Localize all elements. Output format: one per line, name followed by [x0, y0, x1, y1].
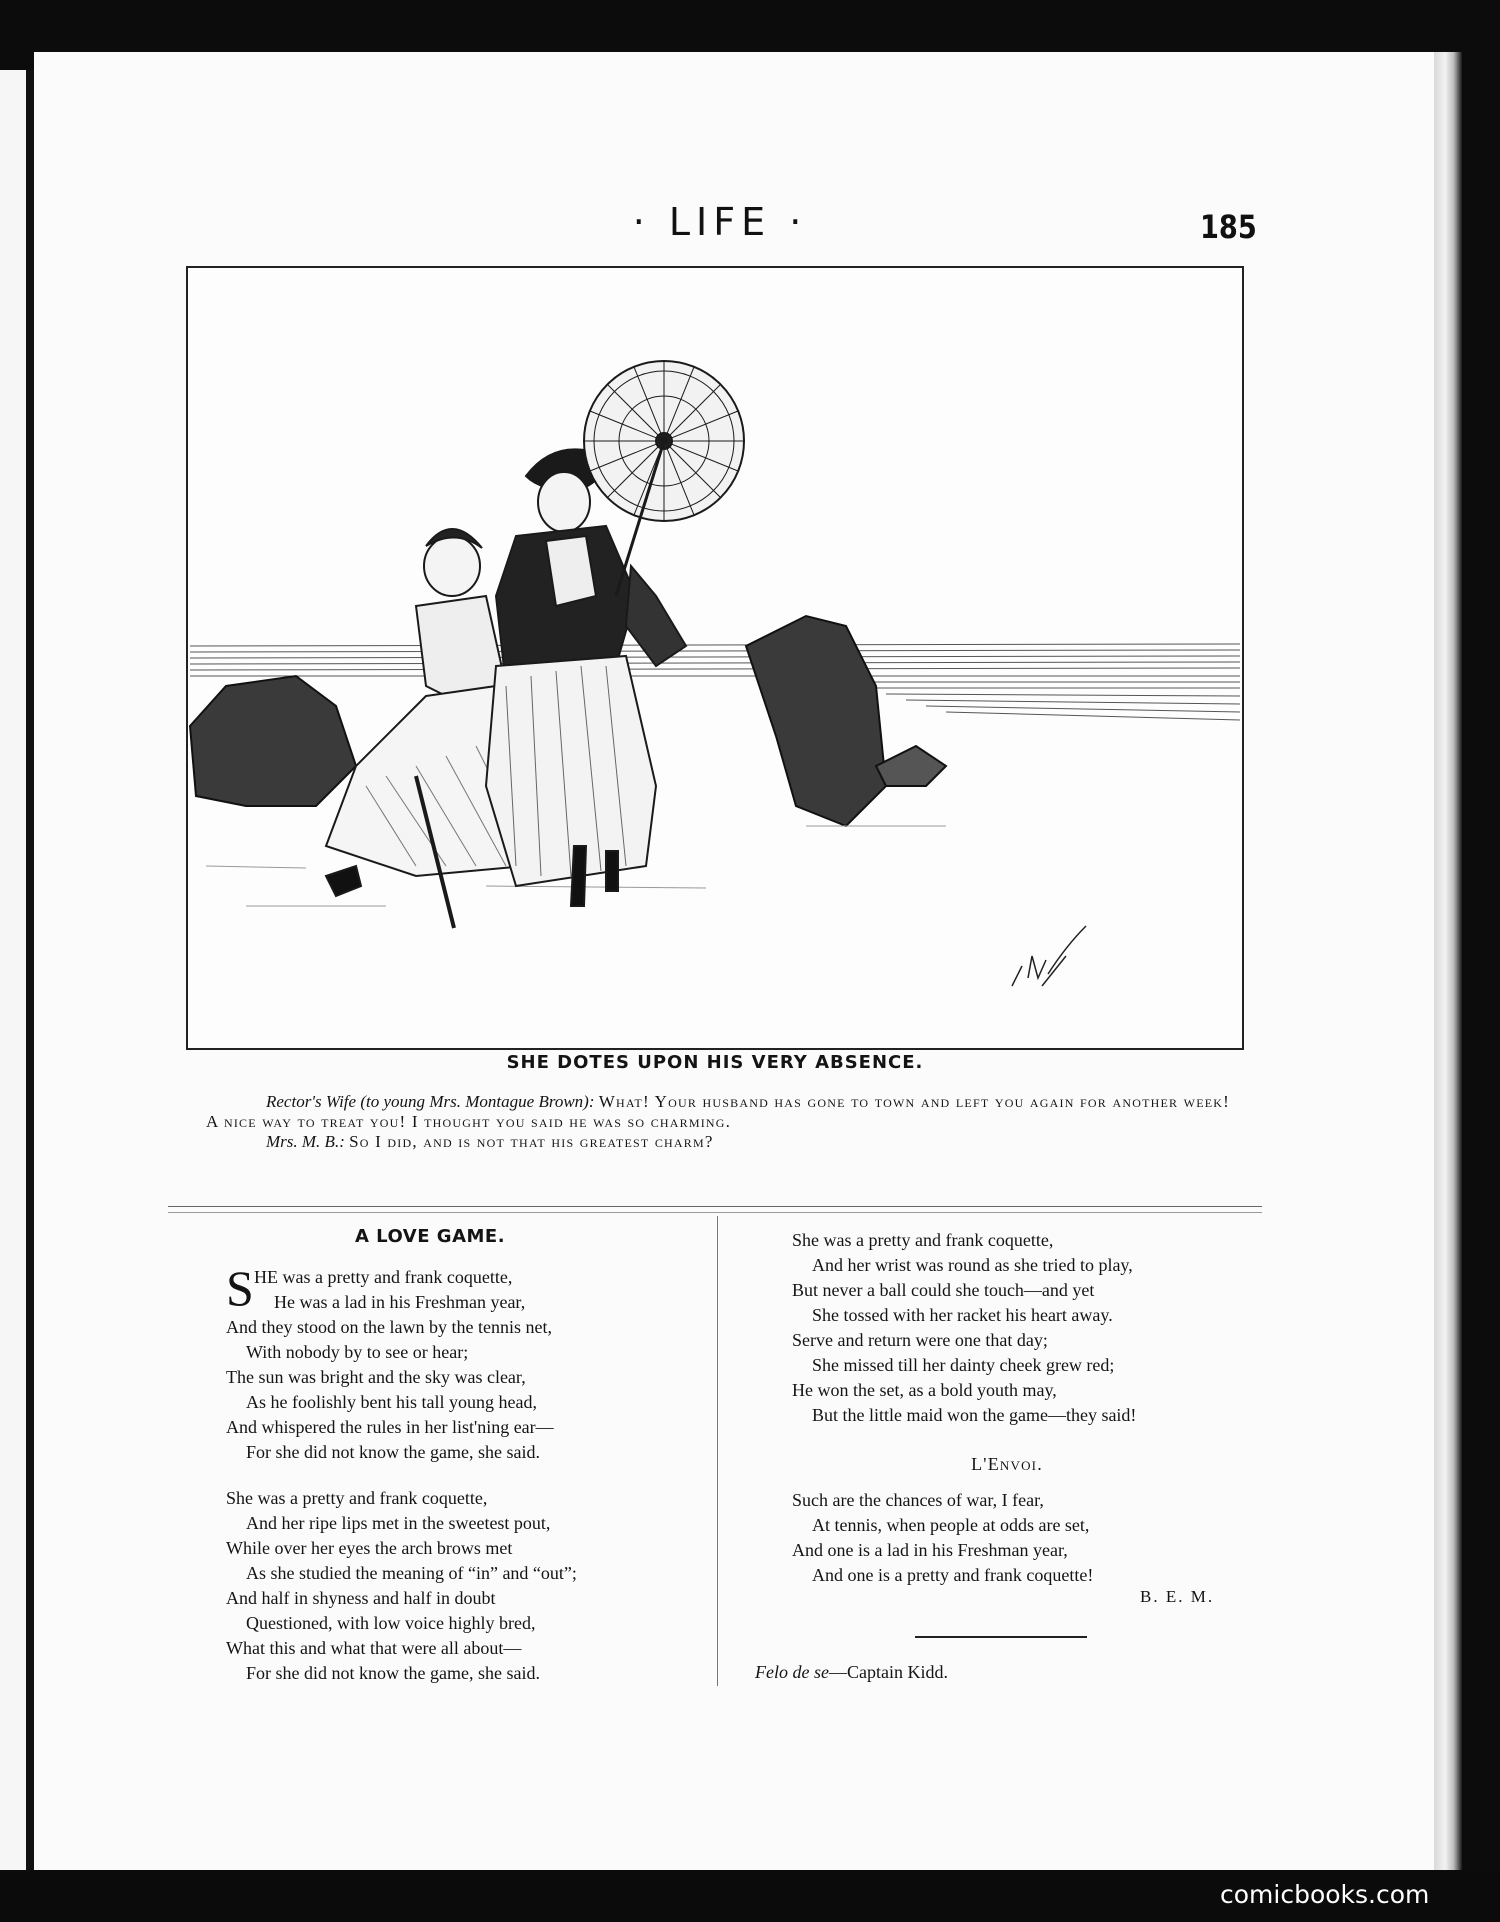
poem-line: And her wrist was round as she tried to play,	[812, 1255, 1133, 1275]
poem-line: And her ripe lips met in the sweetest pout,	[246, 1513, 551, 1533]
poem-line: For she did not know the game, she said.	[246, 1663, 540, 1683]
speaker-mrs-mb: Mrs. M. B.:	[266, 1132, 345, 1151]
poem-line: But the little maid won the game—they said!	[812, 1405, 1137, 1425]
poem-line: What this and what that were all about—	[226, 1638, 522, 1658]
poem-line: She was a pretty and frank coquette,	[792, 1230, 1054, 1250]
speaker-rectors-wife: Rector's Wife (to young Mrs. Montague Brown):	[266, 1092, 595, 1111]
separator-rule	[915, 1636, 1087, 1638]
page-number: 185	[1200, 208, 1257, 246]
poem-line: HE was a pretty and frank coquette,	[254, 1267, 513, 1287]
poem-envoi-stanza	[792, 1488, 1252, 1588]
facing-page-edge	[0, 70, 28, 1880]
poem-line: He won the set, as a bold youth may,	[792, 1380, 1057, 1400]
drop-cap: S	[226, 1260, 254, 1316]
poem-line: The sun was bright and the sky was clear,	[226, 1367, 526, 1387]
squib-text: —Captain Kidd.	[828, 1662, 948, 1682]
poem-line: While over her eyes the arch brows met	[226, 1538, 513, 1558]
caption-dialogue	[206, 1092, 1230, 1152]
poem-line: And one is a lad in his Freshman year,	[792, 1540, 1068, 1560]
squib-felo-de-se	[755, 1662, 948, 1683]
cartoon-caption-title: SHE DOTES UPON HIS VERY ABSENCE.	[506, 1052, 924, 1073]
book-gutter	[26, 70, 34, 1880]
source-watermark: comicbooks.com	[1220, 1880, 1430, 1909]
squib-italic: Felo de se	[755, 1662, 829, 1682]
poem-line: Such are the chances of war, I fear,	[792, 1490, 1044, 1510]
poem-line: As she studied the meaning of “in” and “out”;	[246, 1563, 577, 1583]
poem-line: Serve and return were one that day;	[792, 1330, 1048, 1350]
poem-stanza-2	[226, 1486, 686, 1686]
poem-stanza-1	[226, 1260, 686, 1465]
cartoon-illustration	[186, 266, 1244, 1050]
poem-line: And one is a pretty and frank coquette!	[812, 1565, 1094, 1585]
poem-line: For she did not know the game, she said.	[246, 1442, 540, 1462]
poem-line: But never a ball could she touch—and yet	[792, 1280, 1095, 1300]
section-rule-secondary	[168, 1212, 1262, 1213]
poem-line: And they stood on the lawn by the tennis net,	[226, 1317, 552, 1337]
poem-line: He was a lad in his Freshman year,	[274, 1292, 526, 1312]
poem-line: She missed till her dainty cheek grew red;	[812, 1355, 1115, 1375]
poem-line: At tennis, when people at odds are set,	[812, 1515, 1090, 1535]
poem-line: With nobody by to see or hear;	[246, 1342, 469, 1362]
poem-line: And half in shyness and half in doubt	[226, 1588, 496, 1608]
poem-line: Questioned, with low voice highly bred,	[246, 1613, 536, 1633]
masthead: · LIFE ·	[632, 200, 808, 244]
speech-mrs-mb: So I did, and is not that his greatest charm?	[349, 1132, 714, 1151]
poem-line: As he foolishly bent his tall young head,	[246, 1392, 537, 1412]
section-rule	[168, 1206, 1262, 1207]
poem-line: And whispered the rules in her list'ning ear—	[226, 1417, 554, 1437]
speech-rectors-wife: What! Your husband has gone to town and left you again for another week! A nice way to treat you! I thought you said he was so charming.	[206, 1092, 1230, 1131]
envoi-heading: L'Envoi.	[971, 1454, 1043, 1474]
poem-line: She tossed with her racket his heart away.	[812, 1305, 1113, 1325]
column-divider	[717, 1216, 718, 1686]
poem-author-initials: B. E. M.	[1140, 1587, 1215, 1606]
page-stack-edge	[1434, 52, 1462, 1870]
poem-title: A LOVE GAME.	[354, 1226, 506, 1247]
poem-stanza-3	[792, 1228, 1252, 1428]
poem-line: She was a pretty and frank coquette,	[226, 1488, 488, 1508]
